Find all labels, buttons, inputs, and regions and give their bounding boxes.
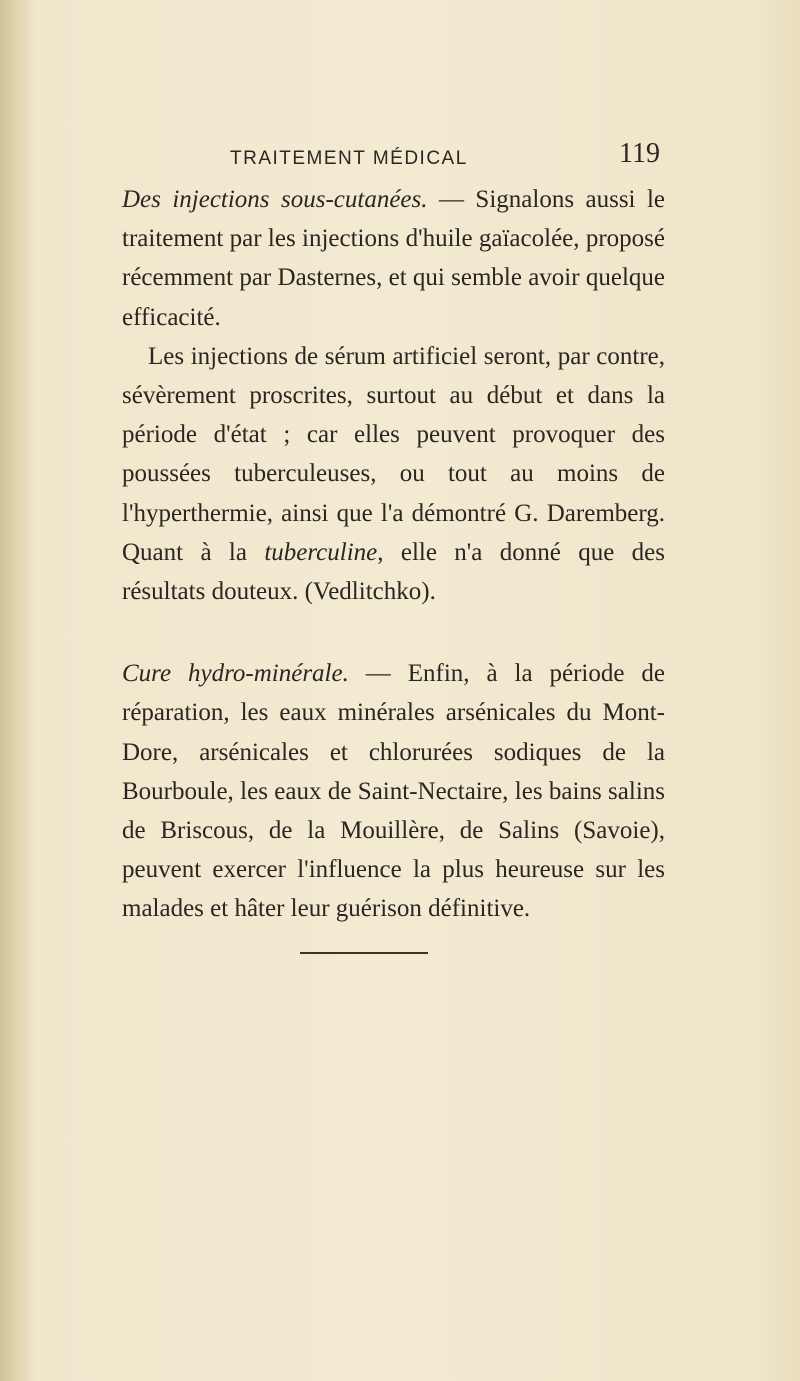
paragraph-text: Signalons aussi le traitement par les injections d'huile gaïacolée, proposé récemment par Dasternes, et qui semble avoir quelque efficacité. (122, 186, 665, 331)
paragraph-injections (122, 180, 665, 337)
body-text (122, 180, 665, 929)
paragraph-text: Les injections de sérum artificiel seront, par contre, sévèrement proscrites, surtout au début et dans la période d'état ; car elles peuvent provoquer des poussées tuberculeuses, ou tout au moins de l'hyperthermie, ainsi que l'a démontré G. Daremberg. Quant à la (122, 342, 665, 566)
page-gutter-shadow (0, 0, 34, 1381)
page-number: 119 (619, 138, 660, 169)
running-head: TRAITEMENT MÉDICAL (230, 148, 468, 169)
end-rule (300, 952, 428, 954)
paragraph-text: , elle n'a donné que des résultats douteux. (Vedlitchko). (122, 538, 665, 606)
heading-dash: — (427, 186, 476, 213)
paragraph-cure (122, 654, 665, 928)
paragraph-text: Enfin, à la période de réparation, les eaux minérales arsénicales du Mont-Dore, arsénicales et chlorurées sodiques de la Bourboule, les eaux de Saint-Nectaire, les bains salins de Briscous, de la Mouillère, de Salins (Savoie), peuvent exercer l'influence la plus heureuse sur les malades et hâter leur guérison définitive. (122, 660, 665, 923)
italic-term: tuberculine (264, 538, 378, 566)
page-header (230, 138, 660, 178)
section-heading-cure: Cure hydro-minérale. (122, 660, 349, 688)
section-heading-injections: Des injections sous-cutanées. (122, 186, 428, 213)
paragraph-serum (122, 337, 665, 611)
heading-dash: — (348, 660, 408, 688)
